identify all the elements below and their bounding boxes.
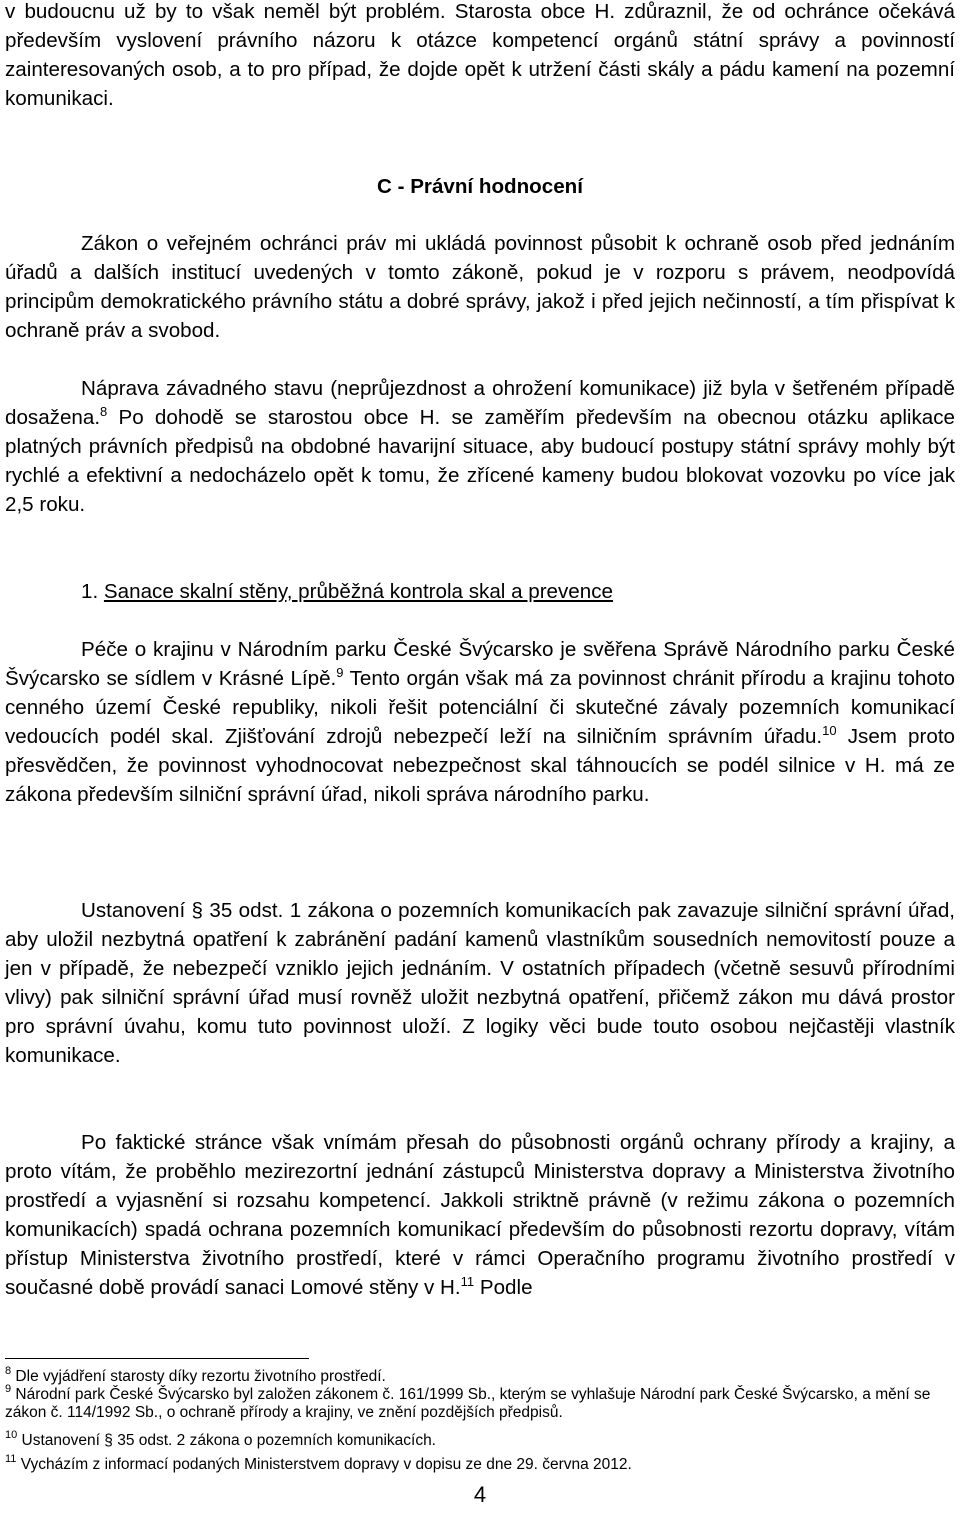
paragraph-3-text-b: Tento orgán však má za povinnost chránit přírodu a krajinu tohoto cenného území České republiky, nikoli řešit potenciální či skutečné závaly pozemních komunikací vedoucích podél skal. Zjišťování zdrojů nebezpečí leží na silničním správním úřadu.: [5, 667, 955, 748]
footnote-ref-10: 10: [822, 723, 837, 738]
numbered-item: [81, 577, 613, 606]
footnote-text: Národní park České Švýcarsko byl založen zákonem č. 161/1999 Sb., kterým se vyhlašuje Národní park České Švýcarsko, a mění se zákon č. 114/1992 Sb., o ochraně přírody a krajiny, ve znění pozdějších předpisů.: [5, 1386, 931, 1421]
footnote-separator: [5, 1358, 309, 1359]
section-heading: C - Právní hodnocení: [377, 175, 583, 198]
paragraph-2: [5, 374, 955, 519]
footnote-ref-8: 8: [100, 404, 108, 419]
page-number: 4: [473, 1482, 487, 1507]
footnote-ref-11: 11: [460, 1274, 475, 1289]
footnote-text: Vycházím z informací podaných Ministerstvem dopravy v dopisu ze dne 29. června 2012.: [16, 1456, 632, 1473]
footnote-ref-9: 9: [336, 665, 344, 680]
paragraph-1-text: Zákon o veřejném ochránci práv mi ukládá povinnost působit k ochraně osob před jednáním úřadů a dalších institucí uvedených v tomto zákoně, pokud je v rozporu s právem, neodpovídá principům demokratického právního státu a dobré správy, jakož i před jejich nečinností, a tím přispívat k ochraně práv a svobod.: [5, 232, 955, 342]
paragraph-5: [5, 1128, 955, 1302]
footnote-number: 11: [5, 1453, 17, 1465]
footnote-text: Dle vyjádření starosty díky rezortu životního prostředí.: [11, 1368, 386, 1385]
paragraph-4: [5, 896, 955, 1070]
paragraph-5-text: Po faktické stránce však vnímám přesah do působnosti orgánů ochrany přírody a krajiny, a proto vítám, že proběhlo mezirezortní jednání zástupců Ministerstva dopravy a Ministerstva životního prostředí a vyjasnění si rozsahu kompetencí. Jakkoli striktně právně (v režimu zákona o pozemních komunikacích) spadá ochrana pozemních komunikací především do působnosti rezortu dopravy, vítám přístup Ministerstva životního prostředí, které v rámci Operačního programu životního prostředí v současné době provádí sanaci Lomové stěny v H.: [5, 1131, 955, 1299]
footnote-10: [5, 1429, 955, 1450]
footnote-11: [5, 1453, 955, 1474]
paragraph-2-text-b: Po dohodě se starostou obce H. se zaměřím především na obecnou otázku aplikace platných právních předpisů na obdobné havarijní situace, aby budoucí postupy státní správy mohly být rychlé a efektivní a nedocházelo opět k tomu, že zřícené kameny budou blokovat vozovku po více jak 2,5 roku.: [5, 406, 955, 516]
paragraph-3: [5, 635, 955, 809]
footnote-text: Ustanovení § 35 odst. 2 zákona o pozemních komunikacích.: [17, 1432, 436, 1449]
paragraph-3-text-c: Jsem proto přesvědčen, že povinnost vyhodnocovat nebezpečnost skal táhnoucích se podél silnice v H. má ze zákona především silniční správní úřad, nikoli správa národního parku.: [5, 725, 955, 806]
footnote-number: 10: [5, 1429, 18, 1441]
item-number: 1.: [81, 580, 99, 603]
footnote-number: 9: [5, 1383, 12, 1395]
paragraph-2-text-a: Náprava závadného stavu (neprůjezdnost a ohrožení komunikace) již byla v šetřeném případě dosažena.: [5, 377, 955, 429]
paragraph-4-text: Ustanovení § 35 odst. 1 zákona o pozemních komunikacích pak zavazuje silniční správní úřad, aby uložil nezbytná opatření k zabránění padání kamenů vlastníkům sousedních nemovitostí pouze a jen v případě, že nebezpečí vzniklo jejich jednáním. V ostatních případech (včetně sesuvů přírodními vlivy) pak silniční správní úřad musí rovněž uložit nezbytná opatření, přičemž zákon mu dává prostor pro správní úvahu, komu tuto povinnost uloží. Z logiky věci bude touto osobou nejčastěji vlastník komunikace.: [5, 899, 955, 1067]
footnote-number: 8: [5, 1365, 12, 1377]
intro-paragraph: v budoucnu už by to však neměl být problém. Starosta obce H. zdůraznil, že od ochránce očekává především vyslovení právního názoru k otázce kompetencí orgánů státní správy a povinností zainteresovaných osob, a to pro případ, že dojde opět k utržení části skály a pádu kamení na pozemní komunikaci.: [5, 0, 955, 110]
paragraph-5-tail: Podle: [474, 1276, 533, 1299]
paragraph-1: [5, 229, 955, 345]
paragraph-3-text-a: Péče o krajinu v Národním parku České Švýcarsko je svěřena Správě Národního parku České Švýcarsko se sídlem v Krásné Lípě.: [5, 638, 955, 690]
footnote-8: [5, 1365, 955, 1386]
item-title: Sanace skalní stěny, průběžná kontrola skal a prevence: [103, 580, 613, 603]
footnote-9: [5, 1383, 955, 1422]
